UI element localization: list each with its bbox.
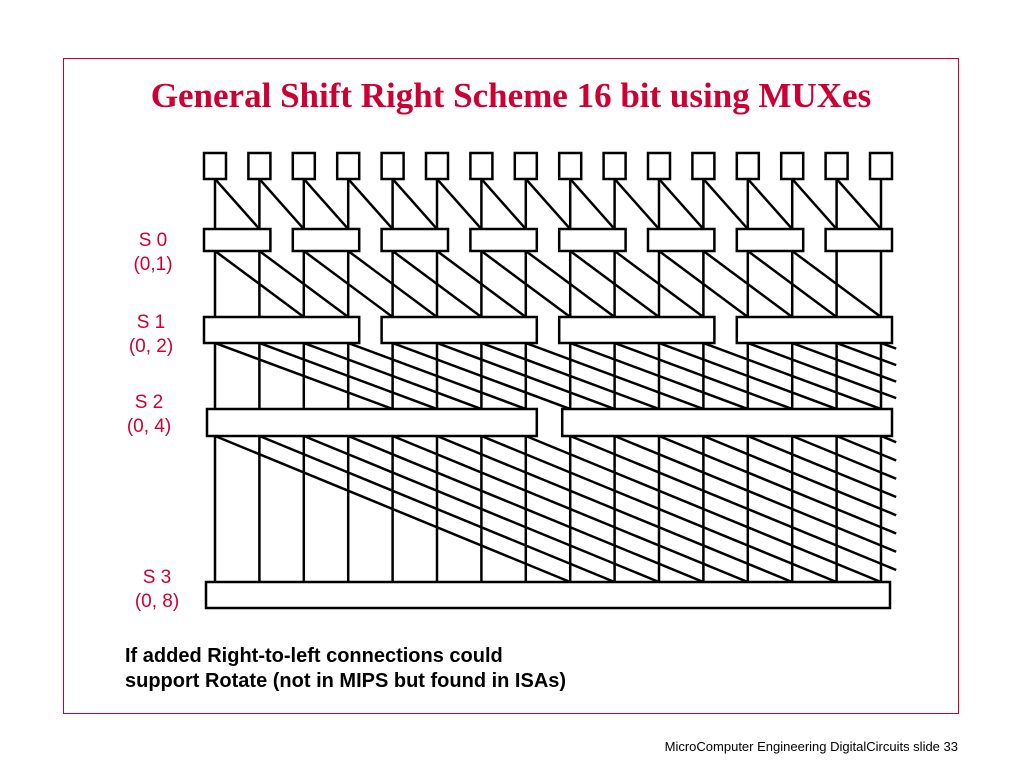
register-bit	[781, 153, 803, 179]
wire-shift	[259, 179, 303, 229]
stage-name: S 3	[142, 567, 172, 588]
rotate-note	[125, 644, 566, 694]
stage-label-s3	[112, 566, 202, 614]
register-bit	[515, 153, 537, 179]
mux-s0	[826, 229, 892, 251]
mux-s2	[207, 409, 537, 436]
mux-s0	[559, 229, 625, 251]
wire-shift-overflow	[748, 436, 895, 497]
wire-shift-overflow	[615, 436, 895, 551]
rotate-note-line-1: If added Right-to-left connections could	[125, 645, 503, 667]
wire-shift	[481, 179, 525, 229]
slide-title: General Shift Right Scheme 16 bit using MUXes	[150, 76, 872, 115]
wire-shift	[348, 179, 392, 229]
mux-s1	[559, 317, 714, 343]
stage-range: (0, 4)	[126, 416, 172, 437]
wire-shift-overflow	[837, 436, 895, 460]
stage-range: (0,1)	[133, 254, 173, 275]
mux-s0	[204, 229, 270, 251]
stage-label-s2	[104, 391, 194, 439]
mux-s1	[382, 317, 537, 343]
wire-shift-overflow	[748, 343, 895, 398]
stage-label-s1	[106, 311, 196, 359]
stage-name: S 0	[138, 230, 168, 251]
register-bit	[426, 153, 448, 179]
mux-s0	[737, 229, 803, 251]
mux-s0	[648, 229, 714, 251]
wire-shift	[437, 179, 481, 229]
mux-s2	[562, 409, 892, 436]
stage-name: S 1	[136, 312, 166, 333]
register-bit	[737, 153, 759, 179]
stage-range: (0, 2)	[128, 336, 174, 357]
wire-shift-overflow	[659, 436, 895, 533]
wire-shift	[393, 179, 437, 229]
wire-shift	[570, 179, 614, 229]
wire-shift	[792, 179, 836, 229]
rotate-note-line-2: support Rotate (not in MIPS but found in ISAs)	[125, 670, 567, 692]
stage-name: S 2	[134, 392, 164, 413]
register-bit	[559, 153, 581, 179]
register-bit	[470, 153, 492, 179]
register-bit	[604, 153, 626, 179]
wire-shift-overflow	[792, 343, 895, 381]
mux-s3	[206, 582, 890, 608]
wire-shift	[215, 179, 259, 229]
mux-s1	[737, 317, 892, 343]
stage-range: (0, 8)	[134, 591, 180, 612]
mux-s1	[204, 317, 359, 343]
wire-shift	[748, 179, 792, 229]
register-bit	[248, 153, 270, 179]
register-bit	[870, 153, 892, 179]
wire-shift	[703, 179, 747, 229]
register-bit	[826, 153, 848, 179]
register-bit	[337, 153, 359, 179]
wire-shift	[837, 179, 881, 229]
register-bit	[204, 153, 226, 179]
wire-shift	[615, 179, 659, 229]
register-bit	[648, 153, 670, 179]
stage-label-s0	[108, 229, 198, 277]
wire-shift-overflow	[570, 436, 895, 570]
register-bit	[382, 153, 404, 179]
slide-footer: MicroComputer Engineering DigitalCircuits slide 33	[664, 739, 958, 754]
wire-shift-overflow	[792, 436, 895, 478]
register-bit	[692, 153, 714, 179]
mux-s0	[382, 229, 448, 251]
wire-shift	[659, 179, 703, 229]
wire-shift	[526, 179, 570, 229]
mux-s0	[470, 229, 536, 251]
wire-shift	[304, 179, 348, 229]
mux-s0	[293, 229, 359, 251]
register-bit	[293, 153, 315, 179]
